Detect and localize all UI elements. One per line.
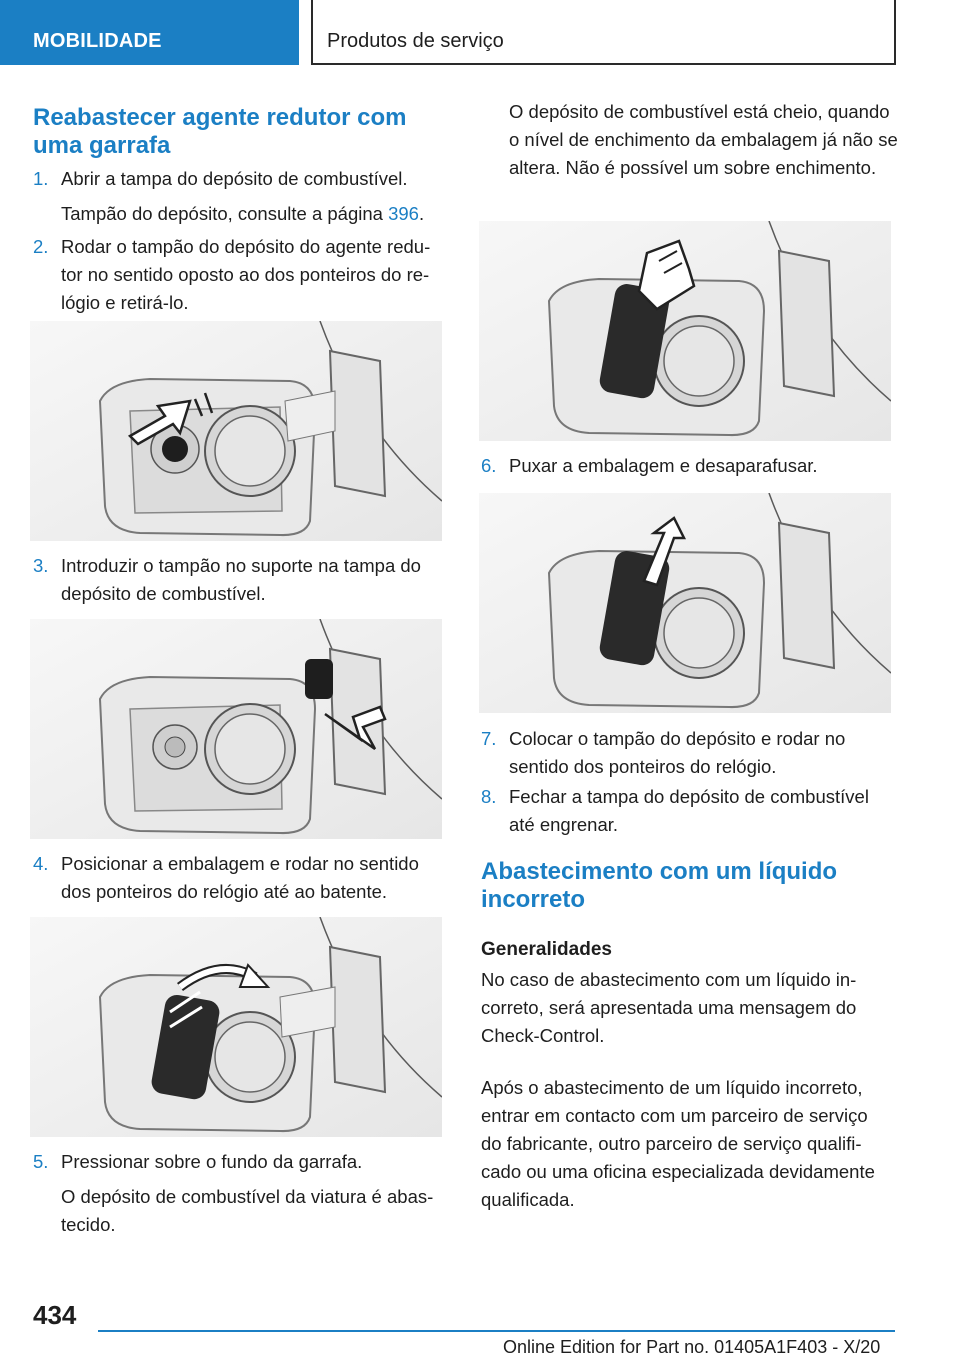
note-end: . — [418, 203, 425, 224]
footer-divider — [98, 1330, 895, 1332]
step-text: Posicionar a embalagem e rodar no sentido dos ponteiros do relógio até ao batente. — [61, 853, 419, 902]
step-7 — [481, 725, 893, 781]
step-6 — [481, 452, 893, 480]
step-text: Puxar a embalagem e desaparafusar. — [509, 455, 818, 476]
page-number: 434 — [33, 1300, 77, 1330]
step-1-note — [61, 200, 445, 228]
step-text: Abrir a tampa do depósito de combustível. — [61, 168, 408, 189]
step-text: Rodar o tampão do depósito do agente redutor no sentido oposto ao dos ponteiros do relógio e retirá-lo. — [61, 236, 431, 313]
step-number: 6. — [481, 455, 497, 476]
figure-remove-cap — [30, 321, 442, 541]
intro-paragraph: O depósito de combustível está cheio, quando o nível de enchimento da embalagem já não se altera. Não é possível um sobre enchimento. — [509, 101, 898, 178]
step-number: 2. — [33, 236, 49, 257]
note-text: Tampão do depósito, consulte a página — [61, 203, 389, 224]
step-number: 3. — [33, 555, 49, 576]
section-title: MOBILIDADE — [33, 30, 162, 52]
step-2 — [33, 233, 445, 317]
step-text: Pressionar sobre o fundo da garrafa. — [61, 1151, 363, 1172]
section-tab — [0, 0, 299, 65]
step-1 — [33, 165, 445, 193]
step-3 — [33, 552, 445, 608]
chapter-title: Produtos de serviço — [327, 30, 504, 52]
figure-insert-cap — [30, 619, 442, 839]
figure-pull-bottle — [479, 493, 891, 713]
section-heading-wrong-fluid: Abastecimento com um líquido incorreto — [481, 858, 838, 913]
step-text: Introduzir o tampão no suporte na tampa do depósito de combustível. — [61, 555, 421, 604]
step-5 — [33, 1148, 445, 1176]
section-heading: Reabastecer agente redutor com uma garrafa — [33, 104, 407, 159]
step-number: 4. — [33, 853, 49, 874]
step-8 — [481, 783, 893, 839]
step-number: 7. — [481, 728, 497, 749]
paragraph-2: Após o abastecimento de um líquido incorreto, entrar em contacto com um parceiro de serviço do fabricante, outro parceiro de serviço qualificado ou uma oficina especializada devidamente qualificada. — [481, 1077, 875, 1210]
edition-footer: Online Edition for Part no. 01405A1F403 - X/20 — [503, 1337, 881, 1357]
step-5-note: O depósito de combustível da viatura é abastecido. — [61, 1186, 434, 1235]
subheading-general: Generalidades — [481, 939, 612, 960]
step-4 — [33, 850, 445, 906]
chapter-tab — [311, 0, 896, 65]
figure-position-bottle — [30, 917, 442, 1137]
paragraph-1: No caso de abastecimento com um líquido incorreto, será apresentada uma mensagem do Check-Control. — [481, 969, 857, 1046]
page-link[interactable]: 396 — [388, 203, 419, 224]
step-number: 5. — [33, 1151, 49, 1172]
step-number: 8. — [481, 786, 497, 807]
step-number: 1. — [33, 168, 49, 189]
step-text: Colocar o tampão do depósito e rodar no sentido dos ponteiros do relógio. — [509, 728, 846, 777]
step-text: Fechar a tampa do depósito de combustível até engrenar. — [509, 786, 869, 835]
figure-tank-full — [479, 221, 891, 441]
